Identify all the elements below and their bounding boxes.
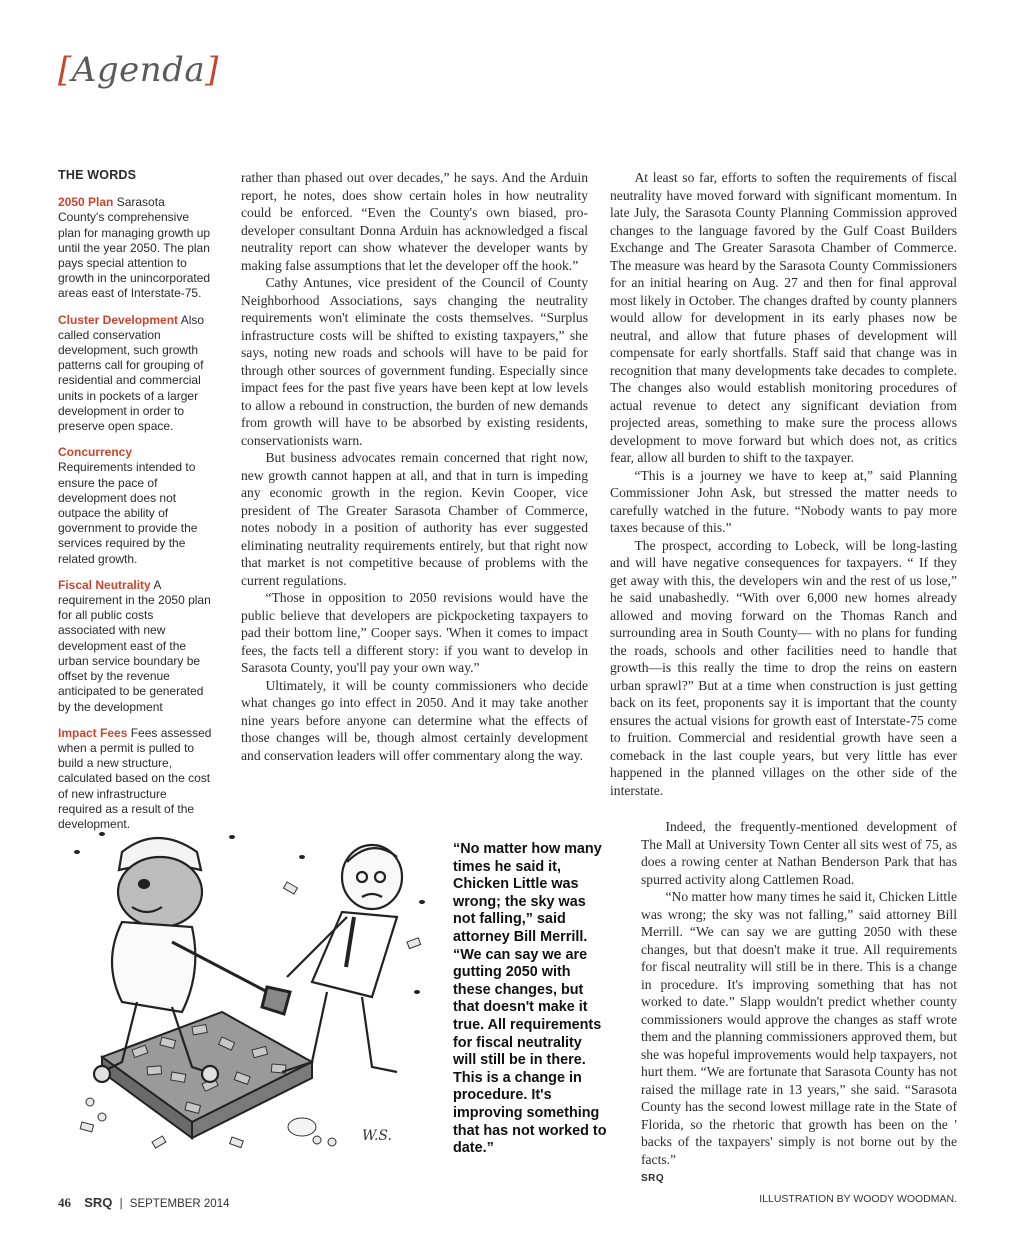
glossary-term: Fiscal Neutrality bbox=[58, 577, 151, 592]
artist-signature: W.S. bbox=[362, 1128, 392, 1144]
glossary-definition: Sarasota County's comprehensive plan for managing growth up until the year 2050. The plan pays special attention to growth in the unincorporated areas east of Interstate-75. bbox=[58, 195, 211, 301]
end-mark: SRQ bbox=[641, 1173, 665, 1184]
article-column-right bbox=[610, 169, 957, 799]
pull-quote: “No matter how many times he said it, Chicken Little was wrong; the sky was not falling,” said attorney Bill Merrill. “We can say we are gutting 2050 with these changes, but that doesn't make it true. All requirements for fiscal neutrality will still be in there. This is a change in procedure. It's improving something that has not worked to date.” bbox=[453, 841, 607, 1157]
page-number: 46 bbox=[58, 1195, 71, 1210]
article-paragraph: Cathy Antunes, vice president of the Council of County Neighborhood Associations, says changing the neutrality requirements won't eliminate the costs themselves. “Surplus infrastructure costs will be shifted to existing taxpayers,” she says, noting new roads and schools will have to be paid for through other sources of government funding. Especially since impact fees for the past five years have been kept at low levels to allow a rebound in construction, the burden of new demands from growth will have to be absorbed by existing residents, conservationists warn. bbox=[241, 275, 588, 448]
section-title bbox=[58, 50, 219, 90]
article-paragraph: Indeed, the frequently-mentioned development of The Mall at University Town Center all sits west of 75, as does a rowing center at Nathan Benderson Park that has spurred activity along Cattlemen Road. bbox=[641, 819, 957, 887]
glossary-definition: Requirements intended to ensure the pace of development does not outpace the ability of government to provide the services required by the related growth. bbox=[58, 460, 198, 566]
glossary-term: Impact Fees bbox=[58, 725, 128, 740]
cartoon-illustration bbox=[62, 822, 442, 1162]
footer-separator: | bbox=[119, 1198, 123, 1210]
glossary-entry bbox=[58, 195, 214, 301]
glossary-entry bbox=[58, 445, 214, 567]
article-paragraph: “Those in opposition to 2050 revisions would have the public believe that developers are pickpocketing taxpayers to pad their bottom line,” Cooper says. 'When it comes to impact fees, the facts tell a different story: if you want to develop in Sarasota County, you'll pay your own way.” bbox=[241, 590, 588, 675]
glossary-definition: A requirement in the 2050 plan for all public costs associated with new development east of the urban service boundary be offset by the revenue anticipated to be generated by the development bbox=[58, 577, 211, 714]
glossary-heading: THE WORDS bbox=[58, 168, 137, 182]
title-bracket-close: ] bbox=[205, 50, 219, 90]
glossary-entry bbox=[58, 313, 214, 435]
glossary-entry bbox=[58, 578, 214, 715]
article-column-middle bbox=[241, 169, 588, 764]
page-footer bbox=[58, 1195, 230, 1211]
magazine-name: SRQ bbox=[84, 1195, 113, 1210]
article-paragraph: “No matter how many times he said it, Chicken Little was wrong; the sky was not falling,” said attorney Bill Merrill. “We can say we are gutting 2050 with these changes, but that doesn't make it true. All requirements for fiscal neutrality will still be in there. This is a change in procedure. It's improving something that has not worked to date.” Slapp wouldn't predict whether county commissioners would approve the changes as staff wrote them and the planning commissioners approved them, but she was hopeful improvements would help taxpayers, not hurt them. “We are fortunate that Sarasota County has not raised the millage rate in 13 years,” she said. “Sarasota County has the second lowest millage rate in the State of Florida, so the rhetoric that growth has been on the ' backs of the taxpayers' simply is not borne out by the facts.” bbox=[641, 889, 957, 1167]
issue-date: SEPTEMBER 2014 bbox=[129, 1198, 230, 1210]
article-paragraph: “This is a journey we have to keep at,” said Planning Commissioner John Ask, but stressed the matter needs to carefully watched in the future. “Nobody wants to pay more taxes because of this.” bbox=[610, 467, 957, 535]
glossary-term: Concurrency bbox=[58, 445, 133, 460]
glossary-definition: Also called conservation development, such growth patterns call for grouping of residential and commercial units in pockets of a larger development in order to preserve open space. bbox=[58, 312, 205, 434]
glossary-definition: Fees assessed when a permit is pulled to build a new structure, calculated based on the cost of new infrastructure required as a result of the development. bbox=[58, 725, 212, 831]
article-column-right-lower bbox=[641, 818, 957, 1188]
article-paragraph: rather than phased out over decades,” he says. And the Arduin report, he notes, does show certain holes in how neutrality could be enforced. “Even the County's own biased, pro-developer consultant Donna Arduin has acknowledged a fiscal neutrality report can show whatever the developer wants by making false assumptions that let the developer off the hook.” bbox=[241, 170, 588, 273]
article-paragraph: The prospect, according to Lobeck, will be long-lasting and will have negative consequences for taxpayers. “ If they get away with this, the developers win and the rest of us lose,” he said unabashedly. “With over 6,000 new homes already allowed and moving forward on the Thomas Ranch and surrounding area in South County— with no plans for funding the roads, schools and other facilities need to handle that growth—is this really the time to drop the reins on eastern urban sprawl?” But at a time when construction is just getting back on its feet, proponents say it is important that the county ensures the actual visions for growth east of Interstate-75 come to fruition. Commercial and residential growth have seen a comeback in the last couple years, but very little has ever happened in the planned villages on the other side of the interstate. bbox=[610, 537, 957, 798]
glossary-entry bbox=[58, 726, 214, 832]
glossary-term: Cluster Development bbox=[58, 312, 179, 327]
article-paragraph: But business advocates remain concerned that right now, new growth cannot happen at all, and that in turn is impeding any economic growth in the region. Kevin Cooper, vice president of The Greater Sarasota Chamber of Commerce, notes nobody in a position of authority has ever suggested eliminating neutrality requirements entirely, but that right now that market is not competitive because of problems with the current regulations. bbox=[241, 450, 588, 588]
man-in-suit bbox=[282, 845, 402, 1072]
title-bracket-open: [ bbox=[58, 50, 72, 90]
article-paragraph: At least so far, efforts to soften the requirements of fiscal neutrality have moved forward with significant momentum. In late July, the Sarasota County Planning Commission approved changes to the language favored by the Gulf Coast Builders Exchange and The Greater Sarasota Chamber of Commerce. The measure was heard by the Sarasota County Commissioners for an initial hearing on Aug. 27 and then for final approval most likely in October. The changes drafted by county planners would allow for development in its early phases now be neutral, and allow that future phases of development will compensate for early shortfalls. Staff said that change was in recognition that many developments take decades to complete. The changes also would establish monitoring procedures of actual revenue to detect any significant deviation from projected areas, something to make sure the process allows development to move forward but which does not, as critics fear, allow all burden to shift to the taxpayer. bbox=[610, 170, 957, 465]
title-text: Agenda bbox=[71, 50, 206, 90]
cartoon-drawing bbox=[62, 822, 442, 1162]
glossary-sidebar bbox=[58, 168, 214, 843]
article-paragraph: Ultimately, it will be county commissioners who decide what changes go into effect in 2050. And it may take another nine years before anyone can determine what the effects of those changes will be, though almost certainly development and conservation leaders will offer commentary along the way. bbox=[241, 677, 588, 763]
glossary-term: 2050 Plan bbox=[58, 195, 114, 210]
illustration-credit: ILLUSTRATION BY WOODY WOODMAN. bbox=[759, 1193, 957, 1205]
